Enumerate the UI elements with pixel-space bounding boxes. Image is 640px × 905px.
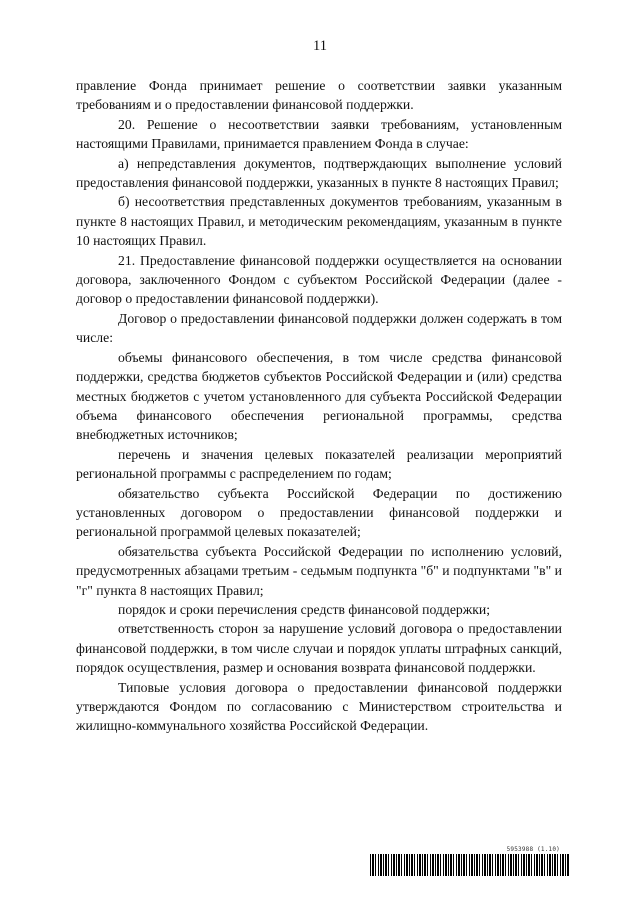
paragraph-subitem-a: а) непредставления документов, подтверждающих выполнение условий предоставления финансовой поддержки, указанных в пункте 8 настоящих Правил; — [76, 155, 562, 191]
barcode-icon — [370, 854, 570, 876]
barcode-block — [370, 846, 570, 876]
paragraph-standard-terms: Типовые условия договора о предоставлении финансовой поддержки утверждаются Фондом по согласованию с Министерством строительства и жилищно-коммунального хозяйства Российской Федерации. — [76, 679, 562, 734]
paragraph-obligation-conditions: обязательства субъекта Российской Федерации по исполнению условий, предусмотренных абзацами третьим - седьмым подпункта "б" и подпунктами "в" и "г" пункта 8 настоящих Правил; — [76, 543, 562, 598]
barcode-caption: 5953988 (1.10) — [506, 846, 560, 853]
paragraph-obligation-indicators: обязательство субъекта Российской Федерации по достижению установленных договором о предоставлении финансовой поддержки и региональной программой целевых показателей; — [76, 485, 562, 540]
document-body — [76, 76, 562, 736]
paragraph-liability: ответственность сторон за нарушение условий договора о предоставлении финансовой поддержки, в том числе случаи и порядок уплаты штрафных санкций, порядок осуществления, размер и основания возврата финансовой поддержки. — [76, 621, 562, 676]
paragraph-continuation: правление Фонда принимает решение о соответствии заявки указанным требованиям и о предоставлении финансовой поддержки. — [76, 78, 562, 113]
paragraph-contract-contents: Договор о предоставлении финансовой поддержки должен содержать в том числе: — [76, 310, 562, 346]
paragraph-target-indicators: перечень и значения целевых показателей реализации мероприятий региональной программы с распределением по годам; — [76, 446, 562, 482]
page-number: 11 — [313, 38, 327, 54]
paragraph-transfer-procedure: порядок и сроки перечисления средств финансовой поддержки; — [118, 601, 491, 617]
paragraph-item-20: 20. Решение о несоответствии заявки требованиям, установленным настоящими Правилами, принимается правлением Фонда в случае: — [76, 116, 562, 152]
paragraph-item-21: 21. Предоставление финансовой поддержки осуществляется на основании договора, заключенного Фондом с субъектом Российской Федерации (далее - договор о предоставлении финансовой поддержки). — [76, 252, 562, 307]
paragraph-subitem-b: б) несоответствия представленных документов требованиям, указанным в пункте 8 настоящих Правил, и методическим рекомендациям, указанным в пункте 10 настоящих Правил. — [76, 194, 562, 249]
paragraph-funding-volumes: объемы финансового обеспечения, в том числе средства финансовой поддержки, средства бюджетов субъектов Российской Федерации и (или) средства местных бюджетов с учетом установленного для субъекта Российской Федерации объема финансового обеспечения региональной программы, средства внебюджетных источников; — [76, 349, 562, 443]
